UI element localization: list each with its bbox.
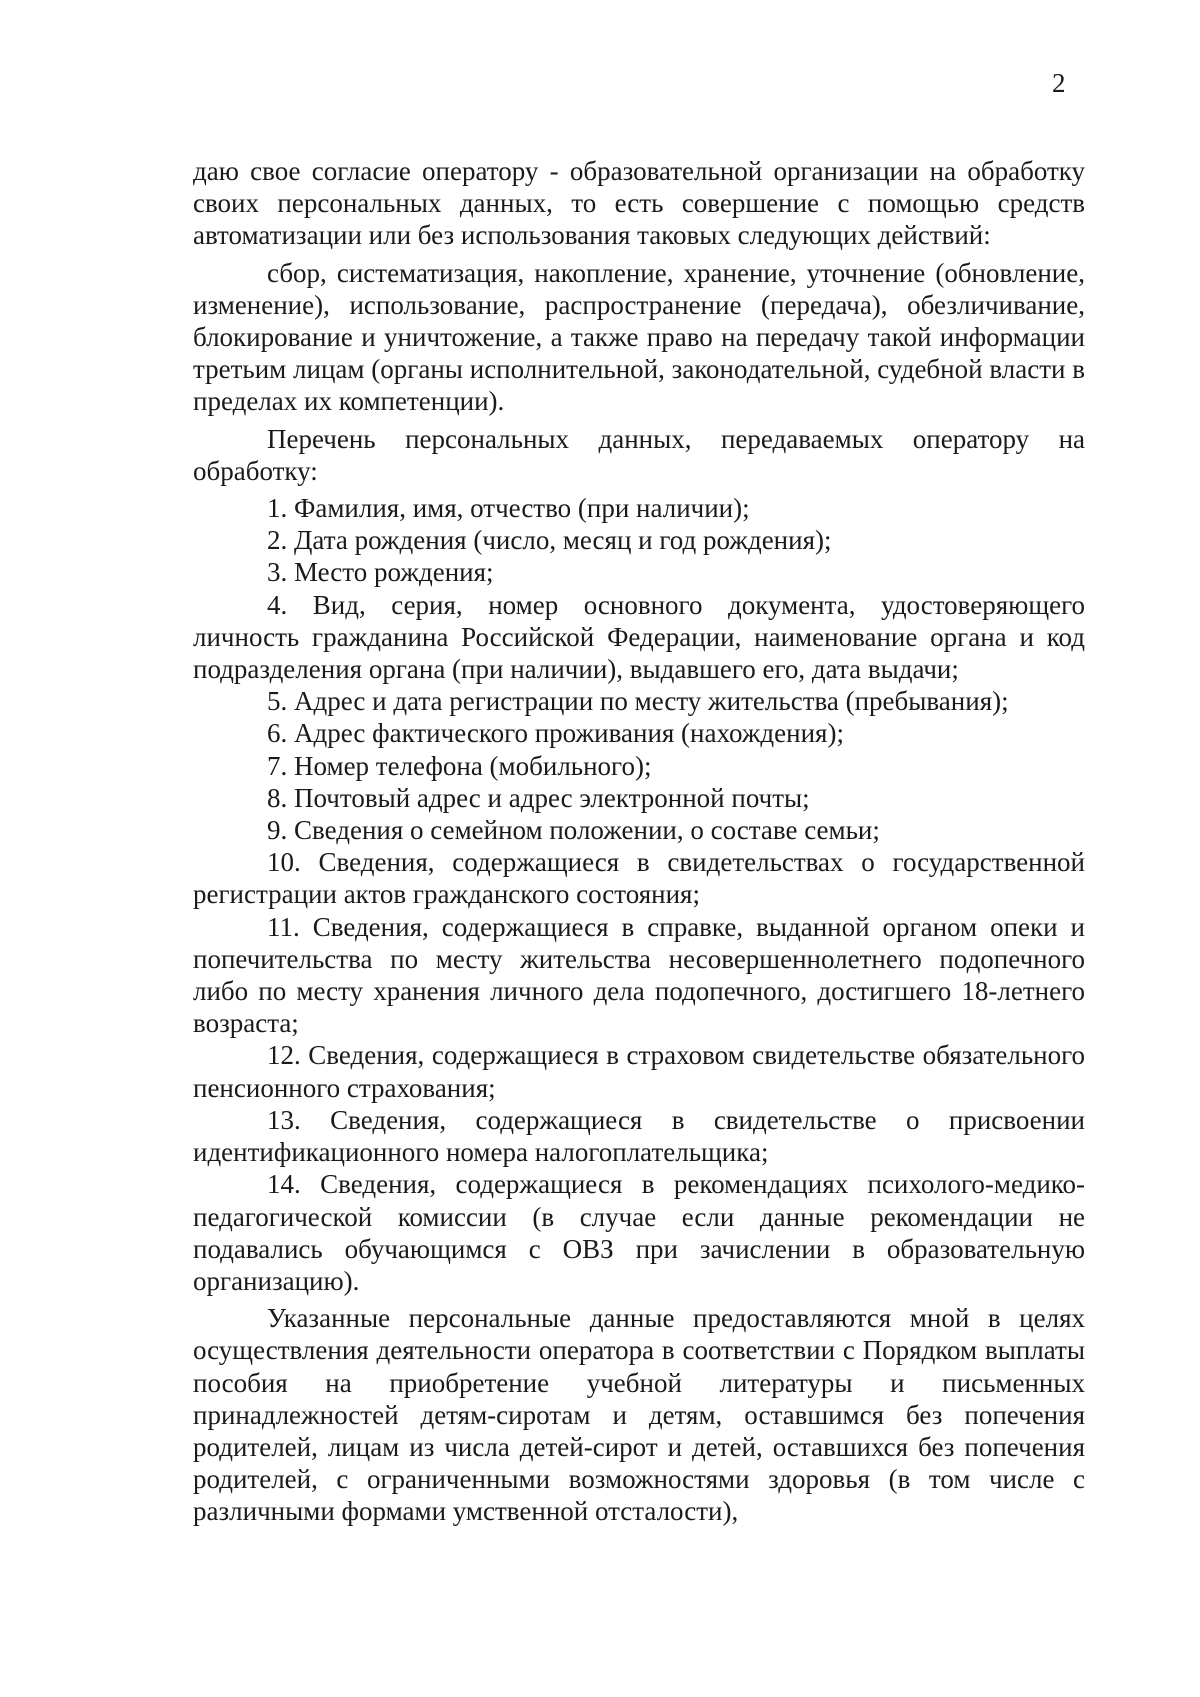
page-number: 2 xyxy=(1052,68,1066,98)
list-item: 11. Сведения, содержащиеся в справке, выданной органом опеки и попечительства по месту жительства несовершеннолетнего подопечного либо по месту хранения личного дела подопечного, достигшего 18-летнего возраста; xyxy=(193,911,1085,1039)
data-list-intro-paragraph: Перечень персональных данных, передаваемых оператору на обработку: xyxy=(193,423,1085,486)
purpose-paragraph: Указанные персональные данные предоставляются мной в целях осуществления деятельности оператора в соответствии с Порядком выплаты пособия на приобретение учебной литературы и письменных принадлежностей детям-сиротам и детям, оставшимся без попечения родителей, лицам из числа детей-сирот и детей, оставшихся без попечения родителей, с ограниченными возможностями здоровья (в том числе с различными формами умственной отсталости), xyxy=(193,1303,1085,1527)
list-item: 13. Сведения, содержащиеся в свидетельстве о присвоении идентификационного номера налогоплательщика; xyxy=(193,1104,1085,1168)
consent-intro-paragraph: даю свое согласие оператору - образовательной организации на обработку своих персональных данных, то есть совершение с помощью средств автоматизации или без использования таковых следующих действий: xyxy=(193,156,1085,251)
list-item: 14. Сведения, содержащиеся в рекомендациях психолого-медико-педагогической комиссии (в случае если данные рекомендации не подавались обучающимся с ОВЗ при зачислении в образовательную организацию). xyxy=(193,1169,1085,1296)
list-item: 7. Номер телефона (мобильного); xyxy=(267,750,652,781)
list-item: 2. Дата рождения (число, месяц и год рождения); xyxy=(267,525,832,556)
list-item: 8. Почтовый адрес и адрес электронной почты; xyxy=(267,782,810,813)
list-item: 10. Сведения, содержащиеся в свидетельствах о государственной регистрации актов гражданского состояния; xyxy=(193,847,1085,910)
list-item: 5. Адрес и дата регистрации по месту жительства (пребывания); xyxy=(267,686,1009,717)
personal-data-list xyxy=(193,492,1085,1297)
document-body xyxy=(193,155,1085,1528)
list-item: 9. Сведения о семейном положении, о составе семьи; xyxy=(267,815,880,846)
list-item: 12. Сведения, содержащиеся в страховом свидетельстве обязательного пенсионного страхования; xyxy=(193,1040,1085,1103)
list-item: 1. Фамилия, имя, отчество (при наличии); xyxy=(267,493,750,524)
list-item: 3. Место рождения; xyxy=(267,557,494,588)
processing-actions-paragraph: сбор, систематизация, накопление, хранение, уточнение (обновление, изменение), использование, распространение (передача), обезличивание, блокирование и уничтожение, а также право на передачу такой информации третьим лицам (органы исполнительной, законодательной, судебной власти в пределах их компетенции). xyxy=(193,257,1085,417)
list-item: 4. Вид, серия, номер основного документа, удостоверяющего личность гражданина Российской Федерации, наименование органа и код подразделения органа (при наличии), выдавшего его, дата выдачи; xyxy=(193,589,1085,685)
list-item: 6. Адрес фактического проживания (нахождения); xyxy=(267,718,844,749)
